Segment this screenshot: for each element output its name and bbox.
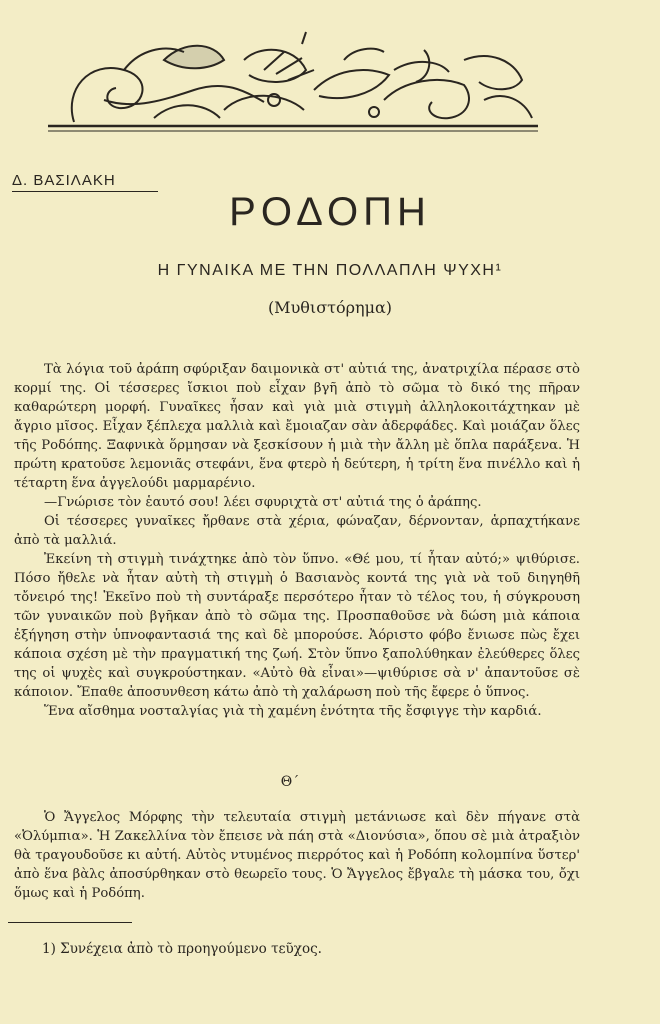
article-title: ΡΟΔΟΠΗ	[229, 190, 431, 234]
paragraph: Οἱ τέσσερες γυναῖκες ἤρθανε στὰ χέρια, φώναζαν, δέρνονταν, ἁρπαχτήκανε ἀπὸ τὰ μαλλιά.	[14, 514, 580, 548]
paragraph: Τὰ λόγια τοῦ ἀράπη σφύριξαν δαιμονικὰ στ' αὐτιά της, ἀνατριχίλα πέρασε στὸ κορμί της. Οἱ τέσσερες ἴσκιοι ποὺ εἶχαν βγῆ ἀπὸ τὸ σῶμα τὸ δικό της πῆραν καθαρώτερη μορφή. Γυναῖκες ἦσαν καὶ γιὰ μιὰ στιγμὴ ἀλληλοκοιτάχτηκαν μὲ ἄγριο μῖσος. Εἶχαν ξέπλεχα μαλλιὰ καὶ ἔμοιαζαν σὰν ἀδερφάδες. Καὶ μοιάζαν ὅλες τῆς Ροδόπης. Ξαφνικὰ ὅρμησαν νὰ ξεσκίσουν ἡ μιὰ τὴν ἄλλη μὲ ὅπλα παράξενα. Ἡ πρώτη κρατοῦσε λεμονιᾶς στεφάνι, ἕνα φτερὸ ἡ δεύτερη, ἡ τρίτη ἕνα πινέλλο καὶ ἡ τέταρτη ἕνα ἀγγελούδι μαρμαρένιο.	[14, 362, 580, 491]
article-body-section	[14, 808, 580, 903]
article-subtitle: Η ΓΥΝΑΙΚΑ ΜΕ ΤΗΝ ΠΟΛΛΑΠΛΗ ΨΥΧΗ¹	[157, 262, 503, 279]
paragraph: —Γνώρισε τὸν ἑαυτό σου! λέει σφυριχτὰ στ' αὐτιά της ὁ ἀράπης.	[44, 495, 482, 510]
footnote: 1) Συνέχεια ἀπὸ τὸ προηγούμενο τεῦχος.	[42, 941, 322, 957]
section-number: Θ΄	[280, 774, 300, 790]
paragraph: Ἐκείνη τὴ στιγμὴ τινάχτηκε ἀπὸ τὸν ὕπνο. «Θέ μου, τί ἦταν αὐτό;» ψιθύρισε. Πόσο ἤθελε νὰ ἦταν αὐτὴ τὴ στιγμὴ ὁ Βασιανὸς κοντά της γιὰ νὰ τοῦ διηγηθῆ τὄνειρό της! Ἐκεῖνο ποὺ τὴ συντάραξε περσότερο ἦταν τὸ τέλος του, ἡ σύγκρουση τῶν γυναικῶν ποὺ βγῆκαν ἀπὸ τὸ σῶμα της. Προσπαθοῦσε νὰ δώση μιὰ κάποια ἐξήγηση στὴν ὑπνοφαντασιά της καὶ δὲ μπορούσε. Ἀόριστο φόβο ἔνιωσε πὼς ἔχει κάποια σχέση μὲ τὴν πραγματική της ζωή. Στὸν ὕπνο ξαπολύθηκαν ἐλεύθερες ὅλες της οἱ ψυχὲς καὶ συγκρούστηκαν. «Αὐτὸ θὰ εἶναι»—ψιθύρισε σὰ ν' ἀπαντοῦσε σὲ κάποιον. Ἔπαθε ἀποσυνθεση κάτω ἀπὸ τὴ χαλάρωση ποὺ τῆς ἔφερε ὁ ὕπνος.	[14, 552, 580, 700]
footnote-divider	[8, 922, 132, 923]
paragraph: Ἕνα αἴσθημα νοσταλγίας γιὰ τὴ χαμένη ἑνότητα τῆς ἔσφιγγε τὴν καρδιά.	[44, 704, 542, 719]
genre-label: (Μυθιστόρημα)	[267, 298, 393, 317]
floral-ornament-header	[44, 30, 542, 138]
article-body	[14, 360, 580, 721]
paragraph: Ὁ Ἄγγελος Μόρφης τὴν τελευταία στιγμὴ μετάνιωσε καὶ δὲν πήγανε στὰ «Ὀλύμπια». Ἡ Ζακελλίνα τὸν ἔπεισε νὰ πάη στὰ «Διονύσια», ὅπου σὲ μιὰ ἀτραξιὸν θὰ τραγουδοῦσε κι αὐτή. Αὐτὸς ντυμένος πιερρότος καὶ ἡ Ροδόπη κολομπίνα ὕστερ' ἀπὸ ἕνα βὰλς ἀποσύρθηκαν στὸ θεωρεῖο τους. Ὁ Ἄγγελος ἔβγαλε τὴ μάσκα του, ὄχι ὅμως καὶ ἡ Ροδόπη.	[14, 810, 580, 901]
author-name: Δ. ΒΑΣΙΛΑΚΗ	[12, 172, 158, 192]
